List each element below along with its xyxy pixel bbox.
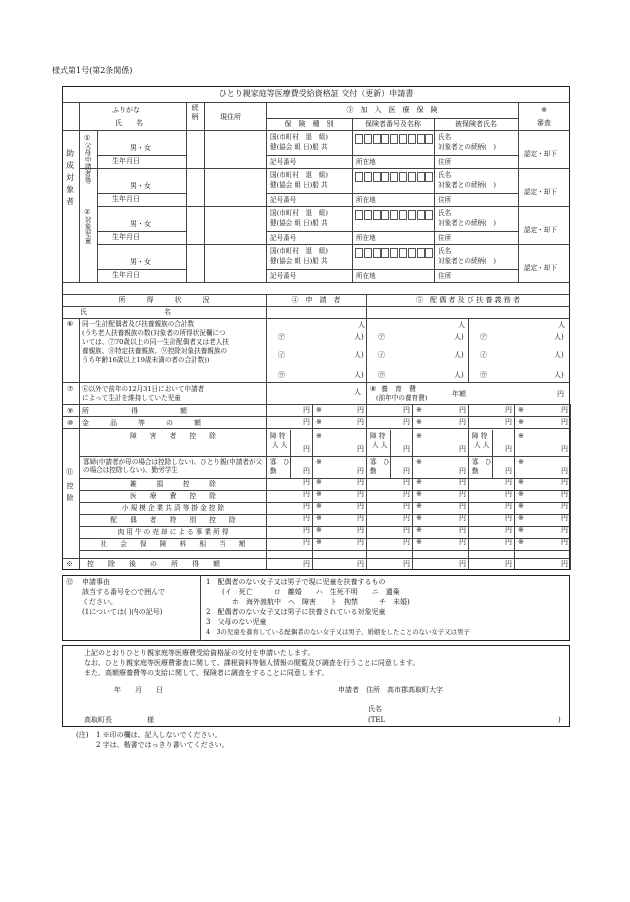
widow-review-yen: 円 [459,467,466,475]
disability-special: 障 特 [370,432,386,440]
insurer-number-digit[interactable] [355,134,363,144]
amount-yen: 円 [505,560,512,568]
dependents-sub-3: ㋒ [278,371,285,379]
insurer-number-digit[interactable] [373,248,381,258]
insured-name-label[interactable]: 氏名 [438,209,452,217]
amount-yen: 円 [505,526,512,534]
insurer-number-digit[interactable] [408,210,416,220]
amount-yen: 円 [403,502,410,510]
amount-yen: 円 [303,538,310,546]
insured-address-label[interactable]: 住所 [438,272,452,280]
amount-yen: 円 [403,478,410,486]
insurance-type-kenpo[interactable]: 健(協会 組 日)船 共 [270,143,328,151]
insurer-number-digit[interactable] [425,172,433,182]
widow-star: ※ [518,458,524,466]
insurer-number-digit[interactable] [364,172,372,182]
insurer-number-digit[interactable] [373,134,381,144]
child-number: ② [84,208,91,216]
review-yen: 円 [561,478,568,486]
review-star: ※ [518,514,524,522]
disability-yen: 円 [403,445,410,453]
insurer-number-digit[interactable] [399,248,407,258]
review-yen: 円 [357,418,364,426]
amount-yen: 円 [505,406,512,414]
review-yen: 円 [561,560,568,568]
dependents-sub-1: ㋐ [378,333,385,341]
insured-name-header: 被保険者氏名 [455,120,497,128]
insurance-type-kenpo[interactable]: 健(協会 組 日)船 共 [270,219,328,227]
disability-star: ※ [416,432,422,440]
row7-line-1: ⑥以外で前年の12月31日において申請者 [82,385,205,393]
insurer-number-digit[interactable] [399,134,407,144]
reason-line-2: 該当する番号を○で囲んで [82,588,166,596]
insurer-number-digit[interactable] [408,248,416,258]
review-yen: 円 [357,502,364,510]
sex-option[interactable]: 男・女 [130,258,151,266]
row10-number: ⑩ [67,419,74,427]
insurance-type-header: 保 険 種 別 [284,120,334,128]
review-star: ※ [416,514,422,522]
insured-address-label[interactable]: 住所 [438,196,452,204]
insured-address-label[interactable]: 住所 [438,158,452,166]
widow-label: 寡 ひ [472,458,492,466]
symbol-number-label[interactable]: 記号番号 [270,158,297,166]
amount-yen: 円 [505,502,512,510]
widow-star: ※ [416,458,422,466]
deduction-label-6: 配 偶 者 特 別 控 除 [110,516,236,524]
working-student-label: 勤 [270,467,277,475]
relation-label[interactable]: 対象者との続柄( ) [438,219,496,227]
disability-special: 障 特 [270,432,286,440]
relationship-header: 続柄 [191,104,199,121]
declaration-line-3: また、高額療養費等の支給に関して、保険者に調査をすることに同意します。 [84,669,329,677]
amount-yen: 円 [505,490,512,498]
widow-star: ※ [316,458,322,466]
deduction-label-4: 医 療 費 控 除 [130,492,216,500]
furigana-header: ふりがな [112,106,140,114]
disability-yen: 円 [505,445,512,453]
review-star: ※ [316,490,322,498]
dependents-sub-unit: 人) [354,333,364,341]
insurer-number-digit[interactable] [425,134,433,144]
insurance-type-kenpo[interactable]: 健(協会 組 日)船 共 [270,181,328,189]
disability-special: 障 特 [472,432,488,440]
reason-item-1-sub-2[interactable]: ホ 海外渡航中 ヘ 障害 ト 拘禁 チ 未婚) [232,598,410,606]
reason-line-4: (1については( )内の記号) [82,608,163,616]
reason-number: ⑫ [66,578,73,586]
review-yen: 円 [561,502,568,510]
disability-person: 人 人 [474,441,490,449]
row8-label: 養 育 費 [381,385,416,393]
symbol-number-label[interactable]: 記号番号 [270,272,297,280]
dependents-sub-1: ㋐ [278,333,285,341]
review-star: ※ [316,514,322,522]
insurer-number-digit[interactable] [355,248,363,258]
amount-yen: 円 [303,560,310,568]
insurer-address-label[interactable]: 所在地 [356,158,376,166]
review-yen: 円 [459,490,466,498]
insurer-number-digit[interactable] [390,248,398,258]
working-student-label: 勤 [472,467,479,475]
widow-yen: 円 [403,467,410,475]
insurer-address-label[interactable]: 所在地 [356,234,376,242]
dependents-sub-unit: 人) [454,333,464,341]
applicant-col-header: ④ 申 請 者 [291,296,341,304]
note-1: 1 ※印の欄は、記入しないでください。 [96,731,222,739]
insurer-number-digit[interactable] [364,248,372,258]
income-header: 所 得 状 況 [118,296,210,304]
review-mark: ※ [541,106,547,114]
disability-star: ※ [518,432,524,440]
insurer-number-digit[interactable] [390,210,398,220]
review-yen: 円 [459,526,466,534]
row8-sub: (前年中の養育費) [376,394,428,402]
review-yen: 円 [357,538,364,546]
insurance-type-kokuho[interactable]: 国(市町村 退 組) [270,247,328,255]
dependents-sub-3: ㋒ [480,371,487,379]
dependents-sub-unit: 人) [454,351,464,359]
review-yen: 円 [459,560,466,568]
amount-yen: 円 [303,490,310,498]
relation-label[interactable]: 対象者との続柄( ) [438,143,496,151]
review-star: ※ [416,406,422,414]
disability-yen: 円 [303,445,310,453]
application-date[interactable]: 年 月 日 [114,686,163,694]
deduction-label-1: 障 害 者 控 除 [130,432,216,440]
review-star: ※ [518,478,524,486]
review-star: ※ [416,502,422,510]
dependents-line-3: いては、⑦70歳以上の同一生計配偶者又は老人扶 [82,338,229,346]
insurer-number-digit[interactable] [373,210,381,220]
amount-yen: 円 [403,418,410,426]
birth-date-label[interactable]: 生年月日 [112,195,140,203]
insurer-number-digit[interactable] [425,248,433,258]
relation-label[interactable]: 対象者との続柄( ) [438,181,496,189]
amount-yen: 円 [403,514,410,522]
dependents-sub-unit: 人) [354,351,364,359]
spouse-col-header: ⑤ 配 偶 者 及 び 扶 養 義 務 者 [415,296,521,304]
dependents-sub-3: ㋒ [378,371,385,379]
review-yen: 円 [561,490,568,498]
review-yen: 円 [561,418,568,426]
tel-label[interactable]: (TEL [368,716,386,724]
deduction-label-8: 社 会 保 険 料 相 当 額 [100,540,246,548]
amount-yen: 円 [505,478,512,486]
row8-annual: 年額 [452,390,466,398]
review-yen: 円 [459,514,466,522]
review-star: ※ [316,538,322,546]
review-yen: 円 [357,526,364,534]
review-yen: 円 [459,502,466,510]
amount-yen: 円 [505,538,512,546]
relation-label[interactable]: 対象者との続柄( ) [438,257,496,265]
residence-header: 現住所 [220,113,241,121]
widow-review-yen: 円 [561,467,568,475]
note-2: 2 字は、楷書ではっきり書いてください。 [96,741,229,749]
disability-review-yen: 円 [561,445,568,453]
insurer-number-digit[interactable] [381,248,389,258]
reason-item-1[interactable]: 1 配偶者のない女子又は男子で現に児童を扶養するもの [206,578,386,586]
dependents-line-1: 同一生計配偶者及び扶養親族の合計数 [82,320,195,328]
row8-yen: 円 [557,390,564,398]
amount-yen: 円 [403,406,410,414]
amount-yen: 円 [403,526,410,534]
review-yen: 円 [357,478,364,486]
amount-yen: 円 [303,406,310,414]
insured-name-label[interactable]: 氏名 [438,247,452,255]
review-yen: 円 [357,560,364,568]
birth-date-label[interactable]: 生年月日 [112,271,140,279]
amount-yen: 円 [303,514,310,522]
insurance-type-kokuho[interactable]: 国(市町村 退 組) [270,133,328,141]
insurer-number-digit[interactable] [417,210,425,220]
deduction-number: ⑪ [66,468,73,476]
review-yen: 円 [357,490,364,498]
insured-address-label[interactable]: 住所 [438,234,452,242]
applicant-address[interactable]: 申請者 住所 高市郡高取町大字 [338,686,443,694]
disability-person: 人 人 [272,441,288,449]
name-header: 氏 名 [115,119,143,127]
row7-line-2: によって生計を維持していた児童 [82,394,181,402]
insurance-header: ③ 加 入 医 療 保 険 [346,106,438,114]
deduction-label-2: 寡婦(申請者が母の場合は控除しない)、ひとり親(申請者が父の場合は控除しない)、勤労学生 [83,458,263,474]
amount-yen: 円 [403,538,410,546]
review-star: ※ [416,478,422,486]
reason-item-1-sub-1[interactable]: (イ 死亡 ロ 離婚 ハ 生死不明 ニ 遺棄 [222,588,400,596]
reason-item-2[interactable]: 2 配偶者のない女子又は男子に扶養されている対象児童 [206,608,386,616]
dependents-count-unit: 人 [558,321,565,329]
disability-star: ※ [316,432,322,440]
insurer-number-digit[interactable] [355,210,363,220]
review-star: ※ [518,490,524,498]
birth-date-label[interactable]: 生年月日 [112,157,140,165]
insurer-number-digit[interactable] [381,172,389,182]
dependents-count-unit: 人 [458,321,465,329]
review-decision[interactable]: 認定・却下 [524,150,557,158]
disability-review-yen: 円 [459,445,466,453]
insurance-number-header: 保険者番号及名称 [365,120,421,128]
insurer-number-digit[interactable] [417,248,425,258]
dependents-sub-unit: 人) [554,333,564,341]
dependents-sub-unit: 人) [354,371,364,379]
dependents-line-2: (うち老人扶養親族の数(対象者の所得状況欄につ [82,329,226,337]
row7-unit: 人 [354,388,361,396]
child-label: 対象児童 [84,216,92,245]
review-star: ※ [316,478,322,486]
dependents-count-unit: 人 [358,321,365,329]
insurer-number-digit[interactable] [417,172,425,182]
amount-yen: 円 [505,514,512,522]
applicant-name-label[interactable]: 氏名 [368,705,382,713]
sex-option[interactable]: 男・女 [130,144,151,152]
applicant-number: ① [84,134,91,142]
review-yen: 円 [459,406,466,414]
review-yen: 円 [459,418,466,426]
review-star: ※ [416,538,422,546]
insured-name-label[interactable]: 氏名 [438,133,452,141]
disability-review-yen: 円 [357,445,364,453]
symbol-number-label[interactable]: 記号番号 [270,196,297,204]
dependents-sub-unit: 人) [554,371,564,379]
dependents-sub-2: ㋑ [378,351,385,359]
sex-option[interactable]: 男・女 [130,220,151,228]
insurer-number-digit[interactable] [399,210,407,220]
insurer-number-digit[interactable] [399,172,407,182]
review-decision[interactable]: 認定・却下 [524,226,557,234]
reason-line-3: ください。 [82,598,117,606]
deduction-label-5: 小 規 模 企 業 共 済 等 掛 金 控 除 [121,504,225,512]
dependents-number: ⑥ [67,320,74,328]
insurer-address-label[interactable]: 所在地 [356,196,376,204]
review-star: ※ [416,418,422,426]
target-label: 助成対象者 [66,149,74,206]
review-yen: 円 [357,514,364,522]
insurer-number-digit[interactable] [408,172,416,182]
widow-yen: 円 [303,467,310,475]
amount-yen: 円 [403,490,410,498]
review-yen: 円 [561,514,568,522]
insurer-number-digit[interactable] [381,134,389,144]
amount-yen: 円 [303,502,310,510]
reason-item-3[interactable]: 3 父母のない児童 [206,618,267,626]
dependents-sub-1: ㋐ [480,333,487,341]
amount-yen: 円 [303,526,310,534]
review-star: ※ [518,538,524,546]
dependents-sub-unit: 人) [554,351,564,359]
name-row-label: 氏 名 [80,308,171,316]
insurer-number-digit[interactable] [390,172,398,182]
amount-yen: 円 [303,478,310,486]
widow-review-yen: 円 [357,467,364,475]
review-yen: 円 [561,526,568,534]
after-deduction-label: ※ 控 除 後 の 所 得 額 [66,560,220,568]
insurer-number-digit[interactable] [355,172,363,182]
review-decision[interactable]: 認定・却下 [524,188,557,196]
insurance-type-kokuho[interactable]: 国(市町村 退 組) [270,171,328,179]
review-star: ※ [316,418,322,426]
dependents-sub-2: ㋑ [480,351,487,359]
review-star: ※ [316,502,322,510]
deduction-label-3: 雑 損 控 除 [130,480,216,488]
row9-label: 所 得 額 [82,407,187,415]
deduction-label: 控除 [66,482,74,502]
review-star: ※ [518,418,524,426]
review-yen: 円 [561,538,568,546]
review-decision[interactable]: 認定・却下 [524,264,557,272]
working-student-label: 勤 [370,467,377,475]
insurer-number-digit[interactable] [390,134,398,144]
insurance-type-kokuho[interactable]: 国(市町村 退 組) [270,209,328,217]
row10-label: 金 品 等 の 額 [82,419,201,427]
review-yen: 円 [459,478,466,486]
widow-label: 寡 ひ [270,458,290,466]
sex-option[interactable]: 男・女 [130,182,151,190]
review-header: 審査 [537,119,551,127]
widow-label: 寡 ひ [370,458,390,466]
insurer-number-digit[interactable] [408,134,416,144]
review-yen: 円 [561,406,568,414]
insurer-number-digit[interactable] [381,210,389,220]
reason-line-1: 申請事由 [82,578,110,586]
insurer-address-label[interactable]: 所在地 [356,272,376,280]
insurer-number-digit[interactable] [364,134,372,144]
applicant-label: 父母申請者等 [84,142,92,185]
row7-number: ⑦ [67,385,74,393]
form-number: 様式第1号(第2条関係) [52,66,133,75]
review-yen: 円 [357,406,364,414]
review-yen: 円 [459,538,466,546]
disability-person: 人 人 [372,441,388,449]
dependents-sub-unit: 人) [454,371,464,379]
mayor-address: 高取町長 様 [84,716,154,724]
notes-prefix: (注) [76,731,89,739]
insured-name-label[interactable]: 氏名 [438,171,452,179]
review-star: ※ [518,406,524,414]
form-title: ひとり親家庭等医療費受給資格証 交付（更新）申請書 [218,89,414,98]
review-star: ※ [316,406,322,414]
birth-date-label[interactable]: 生年月日 [112,233,140,241]
dependents-line-4: 養親族、⑧特定扶養親族、⑨控除対象扶養親族の [82,347,228,355]
deduction-label-7: 肉 用 牛 の 売 却 に よ る 事 業 所 得 [117,528,229,536]
row9-number: ⑨ [67,407,74,415]
insurer-number-digit[interactable] [417,134,425,144]
review-star: ※ [416,490,422,498]
amount-yen: 円 [303,418,310,426]
tel-close: ) [558,716,561,724]
reason-item-4[interactable]: 4 3の児童を養育している配偶者のない女子又は男子、婚姻をしたことのない女子又は男子 [206,628,470,636]
declaration-line-1: 上記のとおりひとり親家庭等医療費受給資格証の交付を申請いたします。 [84,649,315,657]
insurer-number-digit[interactable] [364,210,372,220]
insurer-number-digit[interactable] [425,210,433,220]
review-star: ※ [316,526,322,534]
review-star: ※ [518,502,524,510]
declaration-line-2: なお、ひとり親家庭等医療費審査に関して、課税資料等個人情報の閲覧及び調査を行うことに同意します。 [84,659,420,667]
amount-yen: 円 [505,418,512,426]
widow-yen: 円 [505,467,512,475]
review-star: ※ [518,526,524,534]
insurance-type-kenpo[interactable]: 健(協会 組 日)船 共 [270,257,328,265]
amount-yen: 円 [403,560,410,568]
dependents-line-5: うち年齢16歳以上19歳未満の者の合計数)) [82,356,210,364]
row8-number: ⑧ [370,385,377,393]
review-star: ※ [416,526,422,534]
dependents-sub-2: ㋑ [278,351,285,359]
symbol-number-label[interactable]: 記号番号 [270,234,297,242]
insurer-number-digit[interactable] [373,172,381,182]
